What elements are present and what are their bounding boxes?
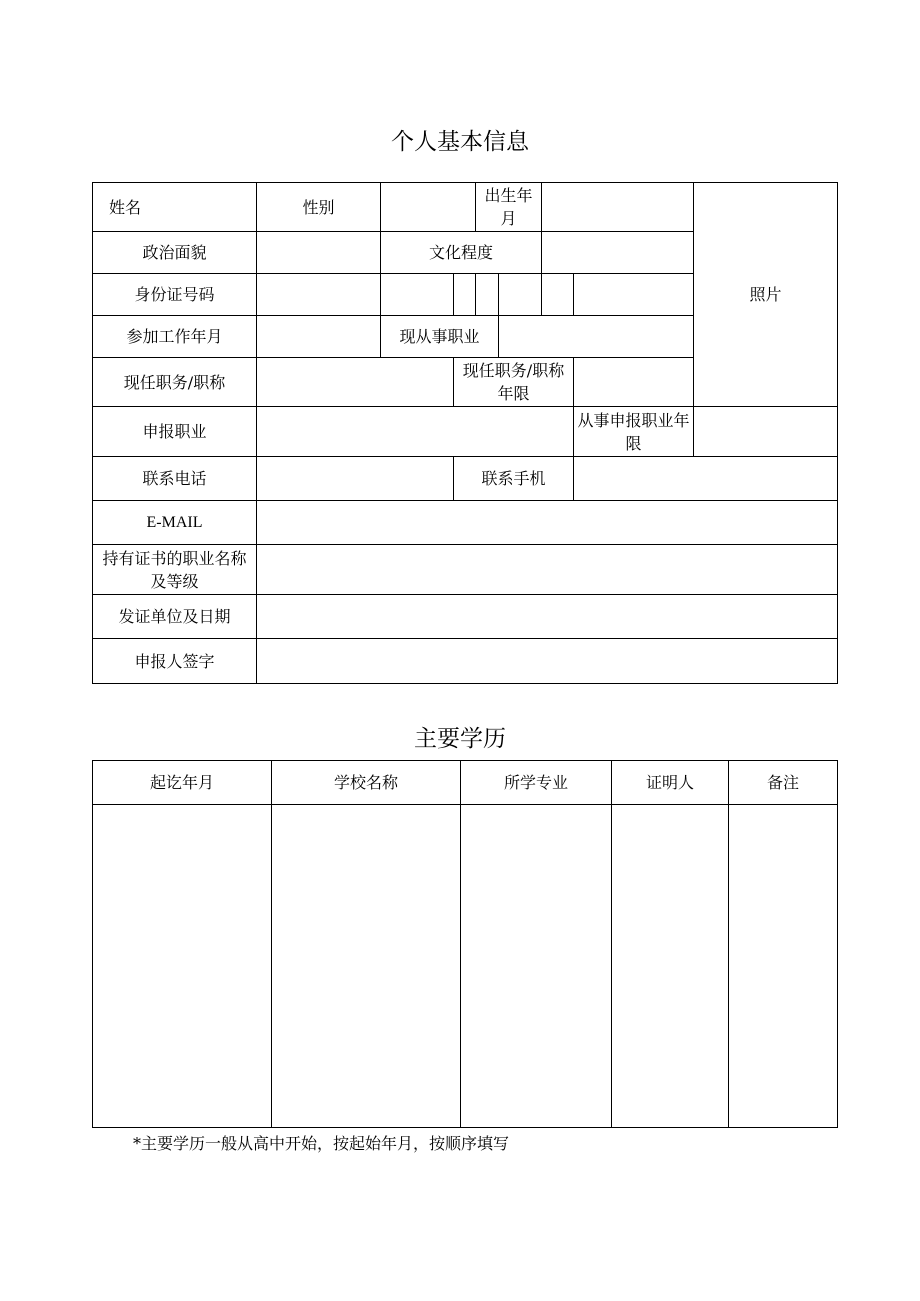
input-gender[interactable] <box>381 183 475 231</box>
input-issuer-date[interactable] <box>257 595 837 638</box>
label-name: 姓名 <box>109 197 142 217</box>
grid-line <box>92 683 838 684</box>
column-header-major: 所学专业 <box>503 773 568 792</box>
input-remarks[interactable] <box>729 805 837 1127</box>
input-witness[interactable] <box>612 805 728 1127</box>
label-issuer-date: 发证单位及日期 <box>118 607 231 626</box>
input-major[interactable] <box>461 805 611 1127</box>
input-certificate[interactable] <box>257 545 837 594</box>
label-email: E-MAIL <box>146 514 203 531</box>
input-id-number[interactable] <box>257 274 693 315</box>
label-phone: 联系电话 <box>142 469 207 488</box>
column-header-period: 起讫年月 <box>149 773 214 792</box>
input-current-title[interactable] <box>257 358 453 406</box>
photo-box[interactable]: 照片 <box>749 285 782 304</box>
education-title: 主要学历 <box>414 726 506 752</box>
label-id-number: 身份证号码 <box>134 285 215 304</box>
label-education-level: 文化程度 <box>428 243 493 262</box>
grid-line <box>837 760 838 1128</box>
input-current-occupation[interactable] <box>499 316 693 357</box>
label-signature: 申报人签字 <box>134 651 215 671</box>
input-declared-occupation[interactable] <box>257 407 573 456</box>
label-current-title-years: 现任职务/职称年限 <box>462 361 565 403</box>
label-gender: 性别 <box>302 197 335 217</box>
input-work-start[interactable] <box>257 316 380 357</box>
label-declared-occupation-years: 从事申报职业年限 <box>577 410 690 453</box>
input-signature[interactable] <box>257 639 837 683</box>
input-birth-date[interactable] <box>542 183 693 231</box>
label-work-start: 参加工作年月 <box>126 327 223 346</box>
label-birth-date: 出生年月 <box>484 186 533 228</box>
input-political-status[interactable] <box>257 232 380 273</box>
input-declared-occupation-years[interactable] <box>694 407 837 456</box>
input-phone[interactable] <box>257 457 453 500</box>
page-title: 个人基本信息 <box>391 129 529 155</box>
column-header-school: 学校名称 <box>333 773 398 792</box>
grid-line <box>92 1127 838 1128</box>
education-note: *主要学历一般从高中开始，按起始年月，按顺序填写 <box>133 1134 510 1153</box>
label-current-occupation: 现从事职业 <box>399 327 480 346</box>
input-email[interactable] <box>257 501 837 544</box>
input-school[interactable] <box>272 805 460 1127</box>
label-mobile: 联系手机 <box>481 469 546 488</box>
column-header-remarks: 备注 <box>766 773 799 792</box>
label-declared-occupation: 申报职业 <box>142 422 207 441</box>
input-current-title-years[interactable] <box>574 358 693 406</box>
input-education-level[interactable] <box>542 232 693 273</box>
input-mobile[interactable] <box>574 457 837 500</box>
label-certificate: 持有证书的职业名称及等级 <box>102 548 247 591</box>
label-current-title: 现任职务/职称 <box>123 372 226 392</box>
column-header-witness: 证明人 <box>645 773 694 792</box>
input-period[interactable] <box>93 805 271 1127</box>
label-political-status: 政治面貌 <box>142 243 207 262</box>
grid-line <box>837 182 838 684</box>
